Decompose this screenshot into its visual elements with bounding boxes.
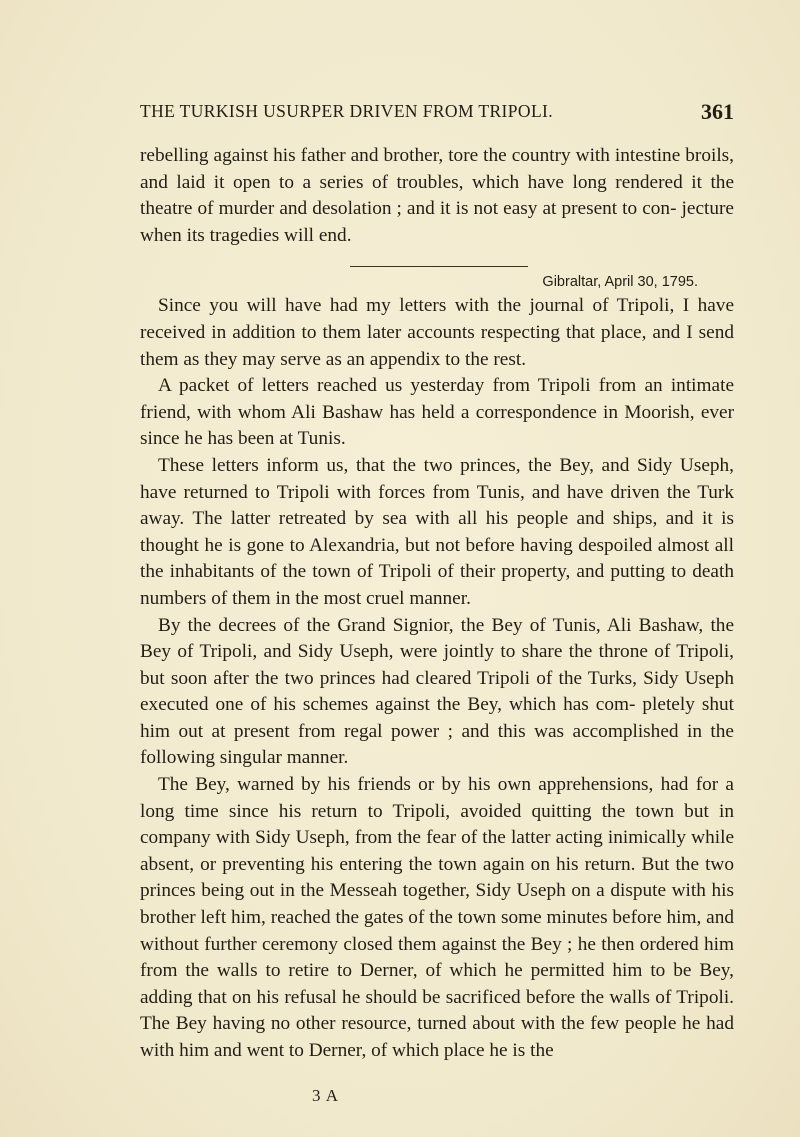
body-text: [140, 143, 734, 1065]
signature-mark: 3 A: [312, 1086, 340, 1105]
running-head: THE TURKISH USURPER DRIVEN FROM TRIPOLI.: [140, 101, 554, 121]
paragraph-continued: rebelling against his father and brother, tore the country with intestine broils, and laid it open to a series of troubles, which have long rendered it the theatre of murder and desolation ; and it is not easy at present to con- jecture when its tragedies will end.: [140, 145, 734, 246]
paragraph: Since you will have had my letters with the journal of Tripoli, I have received in addition to them later accounts respecting that place, and I send them as they may serve as an appendix to the rest.: [140, 295, 734, 370]
paragraph: The Bey, warned by his friends or by his own apprehensions, had for a long time since his return to Tripoli, avoided quitting the town but in company with Sidy Useph, from the fear of the latter acting inimically while absent, or preventing his entering the town again on his return. But the two princes being out in the Messeah together, Sidy Useph on a dispute with his brother left him, reached the gates of the town some minutes before him, and without further ceremony closed them against the Bey ; he then ordered him from the walls to retire to Derner, of which he permitted him to be Bey, adding that on his refusal he should be sacrificed before the walls of Tripoli. The Bey having no other resource, turned about with the few people he had with him and went to Derner, of which place he is the: [140, 774, 734, 1061]
section-divider: [350, 266, 528, 267]
paragraph: These letters inform us, that the two princes, the Bey, and Sidy Useph, have returned to Tripoli with forces from Tunis, and have driven the Turk away. The latter retreated by sea with all his people and ships, and it is thought he is gone to Alexandria, but not before having despoiled almost all the inhabitants of the town of Tripoli of their property, and putting to death numbers of them in the most cruel manner.: [140, 454, 734, 609]
paragraph: A packet of letters reached us yesterday from Tripoli from an intimate friend, with whom Ali Bashaw has held a correspondence in Moorish, ever since he has been at Tunis.: [140, 375, 734, 450]
page-number: 361: [701, 99, 734, 124]
letter-dateline: Gibraltar, April 30, 1795.: [542, 274, 698, 291]
page-header: [140, 101, 760, 129]
paragraph: By the decrees of the Grand Signior, the Bey of Tunis, Ali Bashaw, the Bey of Tripoli, and Sidy Useph, were jointly to share the throne of Tripoli, but soon after the two princes had cleared Tripoli of the Turks, Sidy Useph executed one of his schemes against the Bey, which has com- pletely shut him out at present from regal power ; and this was accomplished in the following singular manner.: [140, 614, 734, 769]
